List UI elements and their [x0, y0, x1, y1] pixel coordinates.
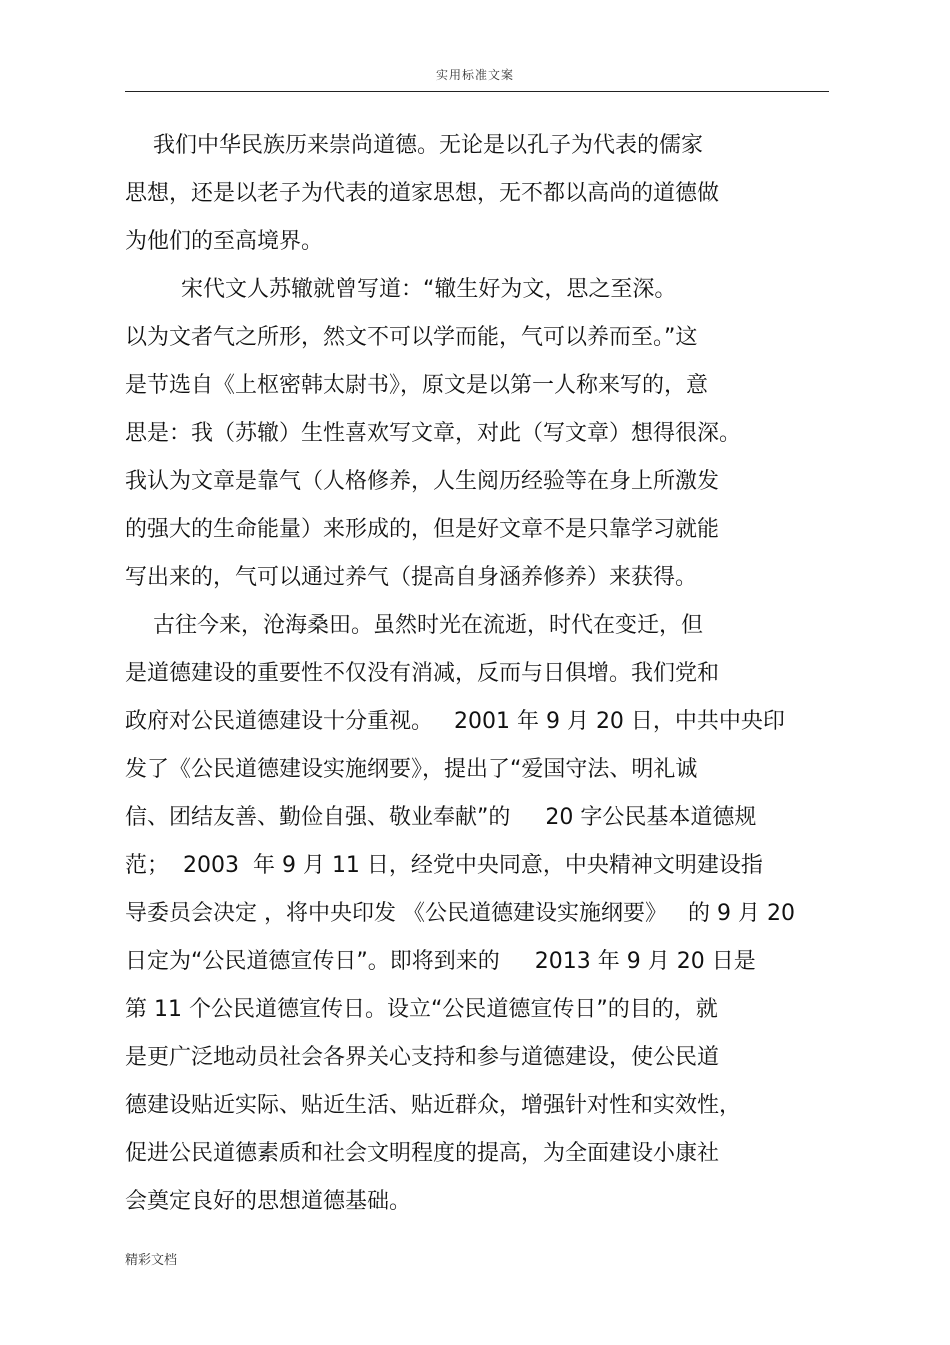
body-line: 是更广泛地动员社会各界关心支持和参与道德建设，使公民道 — [125, 1045, 720, 1070]
body-line: 为他们的至高境界。 — [125, 229, 324, 254]
body-line: 思想，还是以老子为代表的道家思想，无不都以高尚的道德做 — [125, 181, 720, 206]
body-line: 是道德建设的重要性不仅没有消减，反而与日俱增。我们党和 — [125, 661, 720, 686]
body-line: 政府对公民道德建设十分重视。 2001 年 9 月 20 日，中共中央印 — [125, 709, 785, 734]
body-line: 我认为文章是靠气（人格修养，人生阅历经验等在身上所激发 — [125, 469, 720, 494]
body-line: 是节选自《上枢密韩太尉书》，原文是以第一人称来写的，意 — [125, 373, 709, 398]
body-line: 导委员会决定 ，将中央印发 《公民道德建设实施纲要》 的 9 月 20 — [125, 901, 795, 926]
body-line: 第 11 个公民道德宣传日。设立“公民道德宣传日”的目的，就 — [125, 997, 718, 1022]
body-line: 写出来的，气可以通过养气（提高自身涵养修养）来获得。 — [125, 565, 698, 590]
body-line: 思是：我（苏辙）生性喜欢写文章，对此（写文章）想得很深。 — [125, 421, 742, 446]
body-line: 促进公民道德素质和社会文明程度的提高，为全面建设小康社 — [125, 1141, 720, 1166]
header-title: 实用标准文案 — [435, 68, 514, 82]
body-line: 以为文者气之所形，然文不可以学而能，气可以养而至。”这 — [125, 325, 698, 350]
body-line: 的强大的生命能量）来形成的，但是好文章不是只靠学习就能 — [125, 517, 720, 542]
body-line: 范； 2003 年 9 月 11 日，经党中央同意，中央精神文明建设指 — [125, 853, 763, 878]
body-line: 古往今来，沧海桑田。虽然时光在流逝，时代在变迁，但 — [125, 613, 703, 638]
body-line: 我们中华民族历来崇尚道德。无论是以孔子为代表的儒家 — [125, 133, 703, 158]
body-line: 宋代文人苏辙就曾写道：“辙生好为文，思之至深。 — [125, 277, 677, 302]
footer-text: 精彩文档 — [125, 1253, 178, 1268]
body-line: 日定为“公民道德宣传日”。即将到来的 2013 年 9 月 20 日是 — [125, 949, 756, 974]
body-line: 信、团结友善、勤俭自强、敬业奉献”的 20 字公民基本道德规 — [125, 805, 757, 830]
header-divider — [125, 91, 829, 92]
body-line: 德建设贴近实际、贴近生活、贴近群众，增强针对性和实效性， — [125, 1093, 742, 1118]
body-line: 发了《公民道德建设实施纲要》，提出了“爱国守法、明礼诚 — [125, 757, 698, 782]
body-line: 会奠定良好的思想道德基础。 — [125, 1189, 412, 1214]
